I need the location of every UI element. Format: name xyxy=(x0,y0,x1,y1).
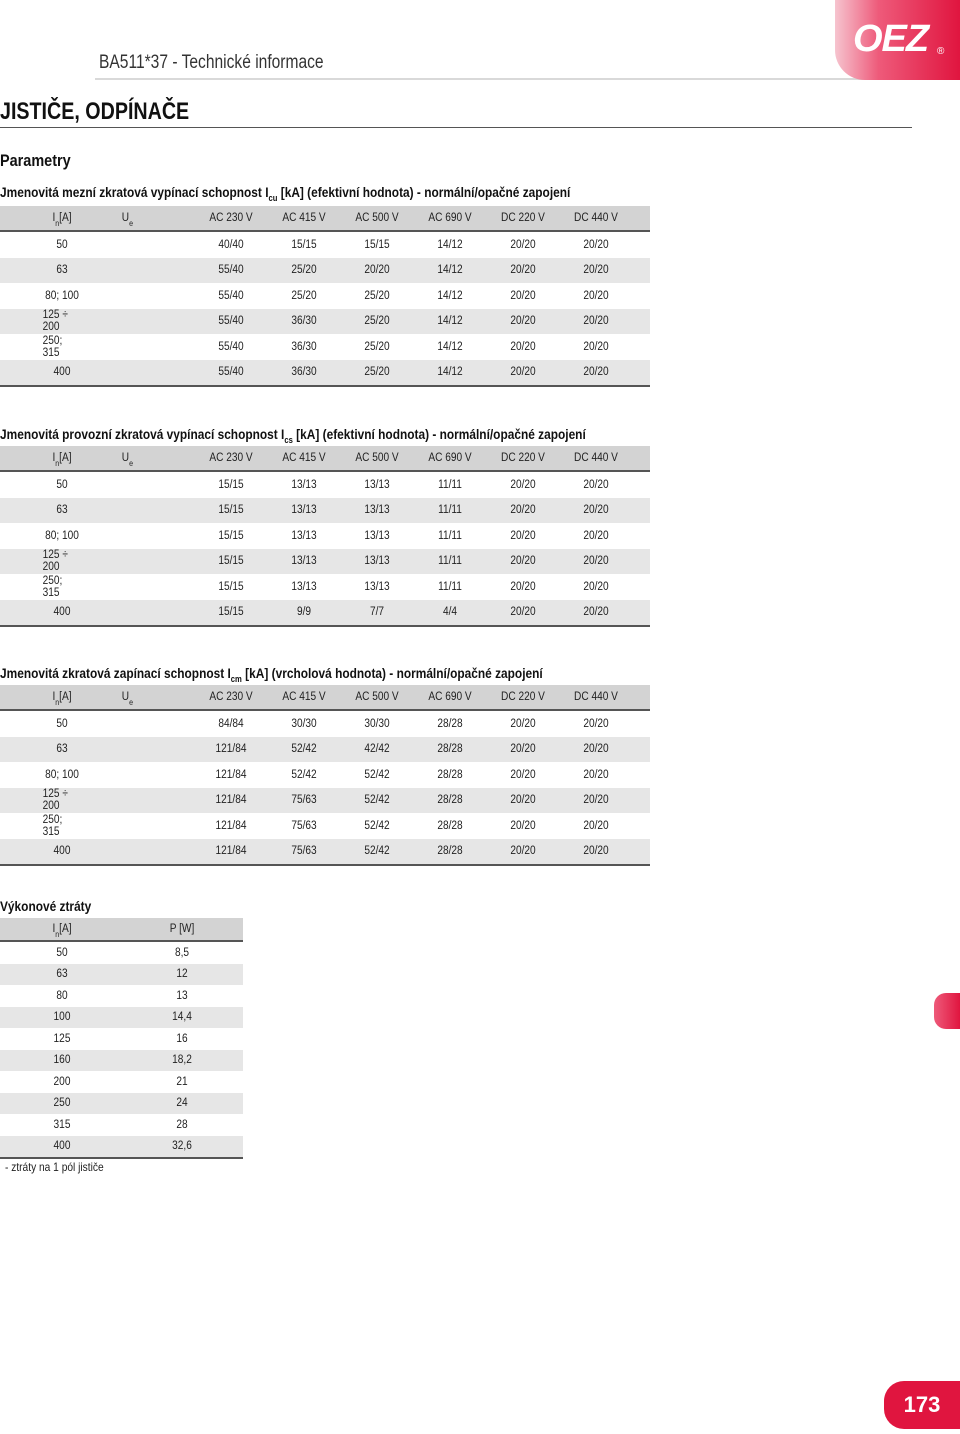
cell-value: 20/20 xyxy=(583,529,609,542)
table-row xyxy=(0,498,650,524)
cell-value: 14/12 xyxy=(437,264,463,277)
cell-value: 20/20 xyxy=(364,264,390,277)
header-in-unit: [A] xyxy=(59,212,72,224)
cell-value: 20/20 xyxy=(510,580,536,593)
header-in xyxy=(43,685,82,709)
header-in-symbol: I xyxy=(52,452,56,464)
cell-value: 11/11 xyxy=(438,504,462,517)
cell-value: 20/20 xyxy=(510,315,536,328)
header-voltage: DC 440 V xyxy=(574,452,618,464)
cell-power: 24 xyxy=(176,1097,188,1110)
header-ue-symbol: U xyxy=(121,212,130,224)
cell-value: 13/13 xyxy=(364,529,390,542)
cell-value: 20/20 xyxy=(510,555,536,568)
header-in-symbol: I xyxy=(52,923,56,935)
table-row xyxy=(0,762,650,788)
table-row xyxy=(0,600,650,628)
cell-value: 20/20 xyxy=(583,504,609,517)
table-header-row xyxy=(0,685,650,711)
cell-in: 400 xyxy=(53,845,71,858)
header-in-subscript: n xyxy=(55,218,60,228)
table-row xyxy=(0,711,650,737)
cell-value: 20/20 xyxy=(583,794,609,807)
logo-registered-mark: ® xyxy=(937,46,945,57)
cell-value: 75/63 xyxy=(291,845,317,858)
cell-value: 11/11 xyxy=(438,529,462,542)
cell-value: 15/15 xyxy=(291,238,317,251)
cell-in: 315 xyxy=(53,1118,71,1131)
cell-value: 20/20 xyxy=(583,478,609,491)
header-in-symbol: I xyxy=(52,212,56,224)
cell-in: 250 xyxy=(53,1097,71,1110)
table-row xyxy=(0,549,650,575)
cell-value: 20/20 xyxy=(510,289,536,302)
header-voltage: AC 500 V xyxy=(355,212,399,224)
cell-in: 125 ÷ 200 xyxy=(42,309,68,334)
losses-row xyxy=(0,1136,243,1160)
losses-note: - ztráty na 1 pól jističe xyxy=(5,1160,104,1174)
cell-value: 25/20 xyxy=(364,366,390,379)
cell-value: 20/20 xyxy=(510,238,536,251)
cell-in: 80; 100 xyxy=(45,768,79,781)
cell-value: 28/28 xyxy=(437,794,463,807)
losses-row xyxy=(0,1007,243,1029)
cell-in: 63 xyxy=(56,968,68,981)
header-voltage: DC 440 V xyxy=(574,212,618,224)
header-voltage: AC 690 V xyxy=(428,212,472,224)
table-header-row xyxy=(0,206,650,232)
cell-value: 30/30 xyxy=(291,717,317,730)
cell-in: 400 xyxy=(53,606,71,619)
losses-row xyxy=(0,1071,243,1093)
cell-in: 250; 315 xyxy=(42,813,63,838)
cell-value: 20/20 xyxy=(510,366,536,379)
header-ue-subscript: e xyxy=(129,218,134,228)
cell-value: 25/20 xyxy=(291,289,317,302)
cell-value: 121/84 xyxy=(215,845,247,858)
table-row xyxy=(0,574,650,600)
cell-value: 20/20 xyxy=(510,743,536,756)
cell-in: 80; 100 xyxy=(45,289,79,302)
cell-value: 13/13 xyxy=(364,555,390,568)
header-voltage: AC 415 V xyxy=(282,212,326,224)
cell-value: 20/20 xyxy=(583,819,609,832)
cell-value: 11/11 xyxy=(438,580,462,593)
cell-value: 15/15 xyxy=(218,580,244,593)
cell-value: 52/42 xyxy=(291,743,317,756)
cell-value: 20/20 xyxy=(510,529,536,542)
cell-value: 52/42 xyxy=(364,845,390,858)
header-voltage: AC 230 V xyxy=(209,452,253,464)
cell-value: 20/20 xyxy=(510,606,536,619)
cell-value: 28/28 xyxy=(437,845,463,858)
cell-in: 400 xyxy=(53,366,71,379)
table-power-losses xyxy=(0,918,243,1159)
cell-value: 30/30 xyxy=(364,717,390,730)
cell-value: 4/4 xyxy=(442,606,458,619)
cell-power: 21 xyxy=(176,1075,188,1088)
cell-in: 50 xyxy=(56,238,68,251)
cell-value: 20/20 xyxy=(583,366,609,379)
cell-value: 13/13 xyxy=(291,504,317,517)
table-row xyxy=(0,839,650,867)
header-in xyxy=(43,446,82,470)
cell-value: 121/84 xyxy=(215,794,247,807)
table-ics xyxy=(0,446,650,627)
cell-power: 12 xyxy=(176,968,188,981)
cell-value: 25/20 xyxy=(364,340,390,353)
header-in xyxy=(43,206,82,230)
cell-value: 13/13 xyxy=(364,478,390,491)
table3-caption: Jmenovitá zkratová zapínací schopnost $I_{cm}$ [kA] (vrcholová hodnota) - normální/opačné zapojení xyxy=(0,665,543,684)
cell-in: 63 xyxy=(56,264,68,277)
table-row xyxy=(0,334,650,360)
cell-value: 14/12 xyxy=(437,315,463,328)
cell-power: 32,6 xyxy=(172,1140,192,1153)
table-row xyxy=(0,813,650,839)
cell-in: 250; 315 xyxy=(42,334,63,359)
losses-row xyxy=(0,1028,243,1050)
cell-value: 28/28 xyxy=(437,768,463,781)
cell-value: 36/30 xyxy=(291,315,317,328)
cell-in: 125 ÷ 200 xyxy=(42,788,68,813)
table1-caption: Jmenovitá mezní zkratová vypínací schopnost $I_{cu}$ [kA] (efektivní hodnota) - normální/opačné zapojení xyxy=(0,184,571,203)
cell-value: 36/30 xyxy=(291,340,317,353)
cell-value: 28/28 xyxy=(437,717,463,730)
cell-value: 13/13 xyxy=(291,580,317,593)
table-row xyxy=(0,283,650,309)
cell-power: 8,5 xyxy=(174,946,190,959)
header-voltage: AC 230 V xyxy=(209,212,253,224)
cell-value: 75/63 xyxy=(291,819,317,832)
cell-value: 20/20 xyxy=(510,264,536,277)
header-in-subscript: n xyxy=(55,929,60,939)
cell-in: 200 xyxy=(53,1075,71,1088)
losses-row xyxy=(0,985,243,1007)
cell-value: 52/42 xyxy=(364,794,390,807)
header-ue xyxy=(122,685,148,709)
table-icm xyxy=(0,685,650,866)
cell-value: 20/20 xyxy=(583,845,609,858)
cell-value: 14/12 xyxy=(437,340,463,353)
cell-value: 20/20 xyxy=(510,478,536,491)
cell-value: 13/13 xyxy=(364,580,390,593)
cell-value: 15/15 xyxy=(218,529,244,542)
subsection-title: Parametry xyxy=(0,151,71,170)
cell-value: 55/40 xyxy=(218,315,244,328)
section-divider xyxy=(0,127,912,128)
cell-power: 14,4 xyxy=(172,1011,192,1024)
table-icu xyxy=(0,206,650,387)
cell-value: 14/12 xyxy=(437,366,463,379)
cell-value: 20/20 xyxy=(583,743,609,756)
cell-value: 52/42 xyxy=(364,768,390,781)
table-row xyxy=(0,523,650,549)
header-ue-symbol: U xyxy=(121,691,130,703)
header-in xyxy=(43,918,82,940)
header-voltage: AC 415 V xyxy=(282,452,326,464)
cell-value: 15/15 xyxy=(364,238,390,251)
header-voltage: DC 220 V xyxy=(501,452,545,464)
cell-value: 25/20 xyxy=(364,315,390,328)
cell-value: 20/20 xyxy=(583,580,609,593)
oez-logo xyxy=(835,0,960,80)
cell-in: 125 xyxy=(53,1032,71,1045)
losses-header-row xyxy=(0,918,243,942)
cell-in: 63 xyxy=(56,504,68,517)
cell-in: 125 ÷ 200 xyxy=(42,549,68,574)
cell-value: 25/20 xyxy=(291,264,317,277)
cell-value: 15/15 xyxy=(218,606,244,619)
header-voltage: DC 440 V xyxy=(574,691,618,703)
cell-in: 50 xyxy=(56,717,68,730)
cell-in: 250; 315 xyxy=(42,574,63,599)
cell-value: 20/20 xyxy=(510,717,536,730)
header-power: P [W] xyxy=(169,923,195,935)
cell-in: 63 xyxy=(56,743,68,756)
table2-caption: Jmenovitá provozní zkratová vypínací schopnost $I_{cs}$ [kA] (efektivní hodnota) - normální/opačné zapojení xyxy=(0,426,586,445)
cell-value: 121/84 xyxy=(215,743,247,756)
cell-power: 13 xyxy=(176,989,188,1002)
table-row xyxy=(0,258,650,284)
header-ue xyxy=(122,206,148,230)
table-row xyxy=(0,232,650,258)
cell-value: 11/11 xyxy=(438,555,462,568)
cell-value: 7/7 xyxy=(369,606,385,619)
cell-value: 20/20 xyxy=(510,504,536,517)
cell-in: 80 xyxy=(56,989,68,1002)
cell-power: 16 xyxy=(176,1032,188,1045)
cell-value: 14/12 xyxy=(437,238,463,251)
header-voltage: DC 220 V xyxy=(501,691,545,703)
cell-value: 13/13 xyxy=(291,529,317,542)
section-title: JISTIČE, ODPÍNAČE xyxy=(0,98,190,125)
cell-power: 18,2 xyxy=(172,1054,192,1067)
cell-value: 20/20 xyxy=(510,768,536,781)
document-header-title: BA511*37 - Technické informace xyxy=(99,52,324,73)
table-row xyxy=(0,309,650,335)
cell-value: 55/40 xyxy=(218,289,244,302)
cell-value: 20/20 xyxy=(510,340,536,353)
table-row xyxy=(0,360,650,388)
header-voltage: AC 500 V xyxy=(355,452,399,464)
losses-row xyxy=(0,942,243,964)
cell-value: 9/9 xyxy=(296,606,312,619)
cell-value: 121/84 xyxy=(215,819,247,832)
cell-value: 20/20 xyxy=(583,238,609,251)
losses-caption: Výkonové ztráty xyxy=(0,898,92,914)
cell-value: 13/13 xyxy=(291,478,317,491)
cell-power: 28 xyxy=(176,1118,188,1131)
cell-value: 55/40 xyxy=(218,366,244,379)
header-in-subscript: n xyxy=(55,458,60,468)
header-in-unit: [A] xyxy=(59,452,72,464)
cell-value: 20/20 xyxy=(583,340,609,353)
losses-row xyxy=(0,964,243,986)
cell-value: 75/63 xyxy=(291,794,317,807)
cell-value: 20/20 xyxy=(510,845,536,858)
header-ue-subscript: e xyxy=(129,458,134,468)
header-voltage: AC 690 V xyxy=(428,691,472,703)
cell-value: 11/11 xyxy=(438,478,462,491)
cell-value: 20/20 xyxy=(510,794,536,807)
header-ue-subscript: e xyxy=(129,697,134,707)
page-number: 173 xyxy=(884,1381,960,1429)
header-voltage: AC 230 V xyxy=(209,691,253,703)
cell-in: 400 xyxy=(53,1140,71,1153)
losses-row xyxy=(0,1050,243,1072)
cell-value: 25/20 xyxy=(364,289,390,302)
cell-value: 28/28 xyxy=(437,819,463,832)
cell-value: 52/42 xyxy=(364,819,390,832)
cell-value: 55/40 xyxy=(218,264,244,277)
logo-text: OEZ xyxy=(853,18,929,60)
cell-value: 15/15 xyxy=(218,555,244,568)
cell-value: 20/20 xyxy=(583,717,609,730)
cell-value: 20/20 xyxy=(583,289,609,302)
table-row xyxy=(0,788,650,814)
header-in-symbol: I xyxy=(52,691,56,703)
cell-value: 42/42 xyxy=(364,743,390,756)
losses-row xyxy=(0,1093,243,1115)
cell-value: 36/30 xyxy=(291,366,317,379)
header-voltage: AC 690 V xyxy=(428,452,472,464)
cell-value: 13/13 xyxy=(364,504,390,517)
cell-in: 100 xyxy=(53,1011,71,1024)
header-ue xyxy=(122,446,148,470)
table-row xyxy=(0,737,650,763)
cell-value: 20/20 xyxy=(583,555,609,568)
cell-in: 80; 100 xyxy=(45,529,79,542)
cell-value: 121/84 xyxy=(215,768,247,781)
cell-value: 13/13 xyxy=(291,555,317,568)
cell-value: 20/20 xyxy=(583,264,609,277)
header-divider xyxy=(95,78,910,80)
cell-value: 20/20 xyxy=(583,606,609,619)
header-in-unit: [A] xyxy=(59,691,72,703)
table-header-row xyxy=(0,446,650,472)
header-ue-symbol: U xyxy=(121,452,130,464)
header-voltage: AC 500 V xyxy=(355,691,399,703)
losses-row xyxy=(0,1114,243,1136)
cell-value: 20/20 xyxy=(510,819,536,832)
cell-value: 52/42 xyxy=(291,768,317,781)
cell-in: 50 xyxy=(56,946,68,959)
cell-value: 15/15 xyxy=(218,504,244,517)
header-voltage: DC 220 V xyxy=(501,212,545,224)
cell-value: 20/20 xyxy=(583,768,609,781)
cell-value: 84/84 xyxy=(218,717,244,730)
cell-in: 50 xyxy=(56,478,68,491)
side-tab-marker xyxy=(934,993,960,1029)
cell-value: 40/40 xyxy=(218,238,244,251)
cell-in: 160 xyxy=(53,1054,71,1067)
cell-value: 28/28 xyxy=(437,743,463,756)
cell-value: 55/40 xyxy=(218,340,244,353)
cell-value: 15/15 xyxy=(218,478,244,491)
header-voltage: AC 415 V xyxy=(282,691,326,703)
cell-value: 14/12 xyxy=(437,289,463,302)
header-in-subscript: n xyxy=(55,697,60,707)
header-in-unit: [A] xyxy=(59,923,72,935)
table-row xyxy=(0,472,650,498)
cell-value: 20/20 xyxy=(583,315,609,328)
